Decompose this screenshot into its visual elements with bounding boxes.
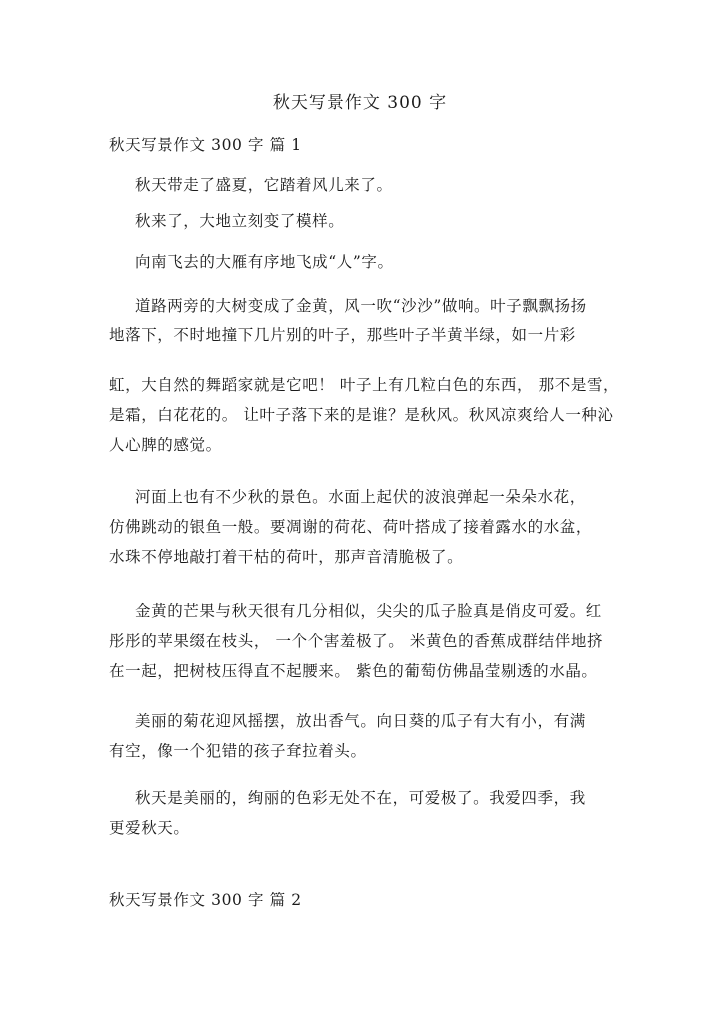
paragraph-line: 美丽的菊花迎风摇摆，放出香气。向日葵的瓜子有大有小，有满: [135, 712, 586, 730]
paragraph-line: 道路两旁的大树变成了金黄，风一吹“沙沙”做响。叶子飘飘扬扬: [135, 297, 587, 315]
paragraph-line: 水珠不停地敲打着干枯的荷叶，那声音清脆极了。: [109, 548, 464, 566]
document-title: 秋天写景作文 300 字: [272, 93, 448, 113]
paragraph-line: 有空，像一个犯错的孩子耷拉着头。: [109, 742, 367, 760]
paragraph-line: 更爱秋天。: [109, 819, 190, 837]
paragraph-line: 地落下，不时地撞下几片别的叶子，那些叶子半黄半绿，如一片彩: [109, 326, 576, 344]
paragraph-line: 河面上也有不少秋的景色。水面上起伏的波浪弹起一朵朵水花，: [135, 488, 586, 506]
paragraph-line: 向南飞去的大雁有序地飞成“人”字。: [135, 253, 394, 271]
paragraph-line: 是霜，白花花的。 让叶子落下来的是谁？是秋风。秋风凉爽给人一种沁: [109, 406, 614, 424]
paragraph-line: 人心脾的感觉。: [109, 436, 222, 454]
paragraph-line: 秋天是美丽的，绚丽的色彩无处不在，可爱极了。我爱四季，我: [135, 789, 586, 807]
paragraph-line: 仿佛跳动的银鱼一般。要凋谢的荷花、荷叶搭成了接着露水的水盆，: [109, 518, 593, 536]
section-heading-1: 秋天写景作文 300 字 篇 1: [109, 136, 302, 154]
paragraph-line: 虹，大自然的舞蹈家就是它吧！ 叶子上有几粒白色的东西， 那不是雪，: [109, 376, 620, 394]
paragraph-line: 秋来了，大地立刻变了模样。: [135, 212, 345, 230]
paragraph-line: 在一起，把树枝压得直不起腰来。 紫色的葡萄仿佛晶莹剔透的水晶。: [109, 662, 598, 680]
paragraph-line: 彤彤的苹果缀在枝头， 一个个害羞极了。 米黄色的香蕉成群结伴地挤: [109, 632, 604, 650]
section-heading-2: 秋天写景作文 300 字 篇 2: [109, 891, 302, 909]
paragraph-line: 秋天带走了盛夏，它踏着风儿来了。: [135, 176, 393, 194]
paragraph-line: 金黄的芒果与秋天很有几分相似，尖尖的瓜子脸真是俏皮可爱。红: [135, 602, 602, 620]
